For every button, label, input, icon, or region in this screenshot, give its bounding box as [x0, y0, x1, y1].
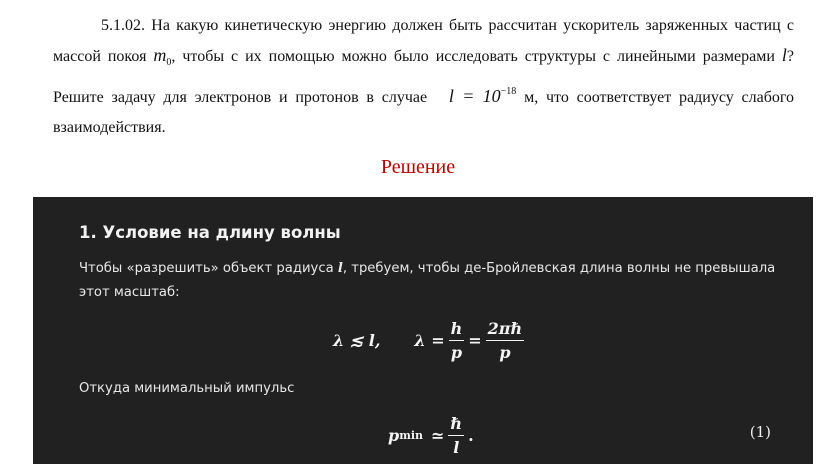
eq1-left: λ ≲ l, [333, 330, 381, 350]
length-symbol: l [781, 44, 787, 65]
problem-text-c: ? Решите задачу для электронов и протонов в случае [53, 47, 795, 106]
problem-text-b: , чтобы с их помощью можно было исследовать структуры с линейными размерами [171, 47, 775, 65]
length-exponent: −18 [500, 86, 517, 97]
equation-min-momentum [388, 409, 474, 461]
problem-text-a: На какую кинетическую энергию должен быть рассчитан ускоритель заряженных частиц с массой покоя [53, 17, 795, 65]
paragraph-wavelength-condition [79, 257, 779, 305]
eq2-p: p [388, 425, 400, 445]
section-title: 1. Условие на длину волны [79, 223, 341, 242]
radius-symbol: l [337, 261, 343, 276]
fraction-numerator: h [449, 319, 465, 341]
fraction-denominator: p [450, 342, 463, 362]
problem-statement [53, 11, 794, 142]
problem-number: 5.1.02. [101, 17, 145, 34]
eq2-sim: ≃ [431, 425, 445, 445]
fraction-numerator: ℏ [448, 414, 464, 436]
length-value: l = 10 [448, 86, 501, 106]
fraction-denominator: p [499, 342, 511, 362]
eq1-lambda: λ = [414, 330, 445, 350]
fraction-2pihbar-over-p [486, 319, 524, 362]
fraction-numerator: 2πℏ [486, 319, 524, 341]
equation-wavelength [333, 315, 528, 365]
fraction-denominator: l [453, 437, 460, 457]
eq2-subscript: min [399, 428, 424, 442]
problem-text-d: м, что соответствует радиусу слабого взаимодействия. [53, 89, 795, 136]
fraction-hbar-over-l [448, 414, 464, 457]
solution-panel [33, 197, 813, 464]
fraction-h-over-p [449, 319, 465, 362]
paragraph-text-a: Чтобы «разрешить» объект радиуса [79, 261, 334, 276]
rest-mass-subscript: 0 [166, 56, 172, 68]
eq2-period: . [468, 425, 474, 445]
solution-heading: Решение [380, 156, 456, 178]
equation-number: (1) [749, 423, 771, 441]
paragraph-text-b: , требуем, чтобы де-Бройлевская длина волны не превышала этот масштаб: [79, 261, 776, 300]
rest-mass-symbol: m [153, 44, 167, 65]
eq1-equals: = [468, 330, 482, 350]
paragraph-min-momentum: Откуда минимальный импульс [79, 381, 295, 396]
